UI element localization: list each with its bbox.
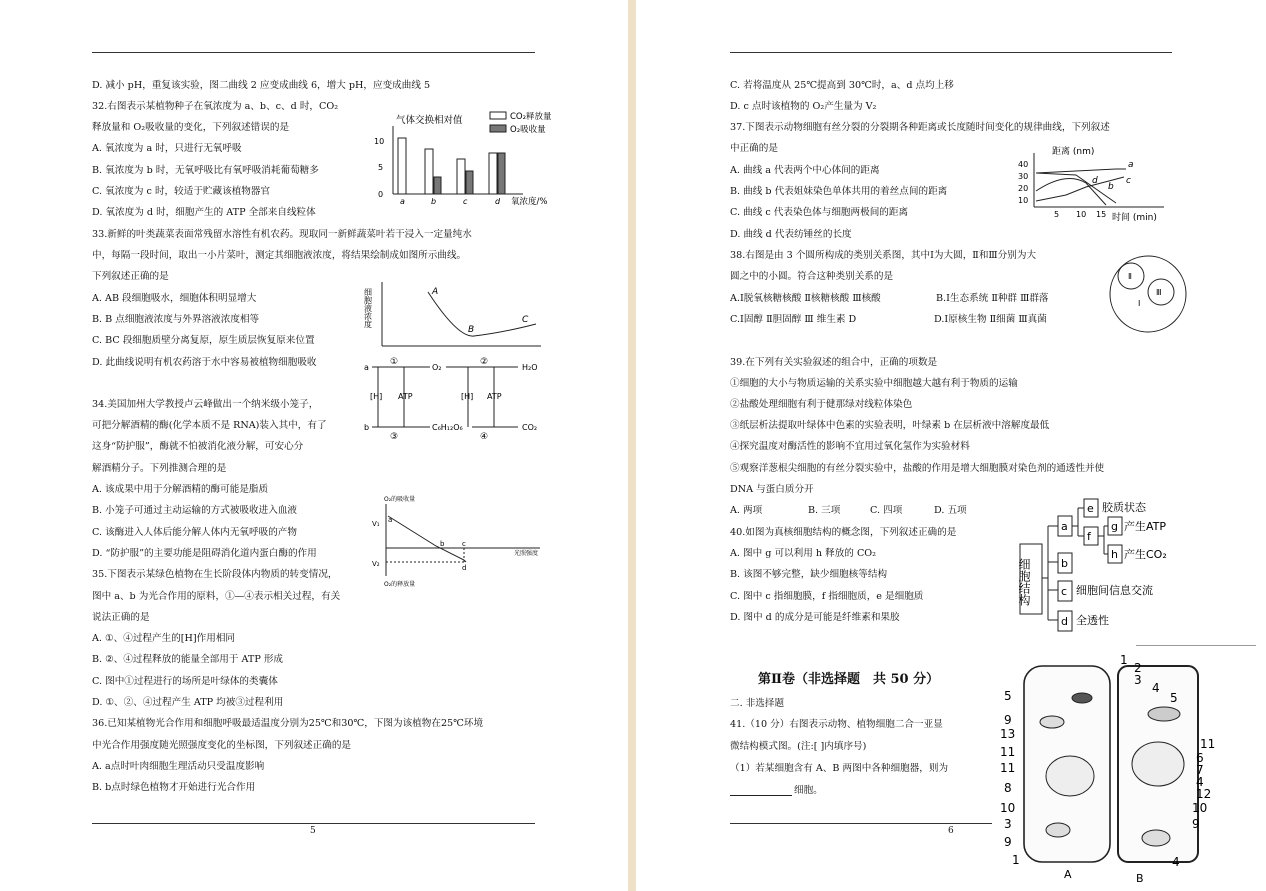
separator-rule bbox=[1136, 645, 1256, 646]
text-line: 中光合作用强度随光照强度变化的坐标图，下列叙述正确的是 bbox=[92, 740, 352, 751]
statement-line: ①细胞的大小与物质运输的关系实验中细胞越大越有利于物质的运输 bbox=[730, 378, 1018, 389]
subsection-heading: 二. 非选择题 bbox=[730, 698, 785, 709]
circle-label: Ⅲ bbox=[1156, 288, 1162, 297]
question-34-stem: 34.美国加州大学教授卢云峰做出一个纳米级小笼子， bbox=[92, 399, 319, 410]
flow-label: CO₂ bbox=[522, 423, 538, 432]
question-37-stem: 37.下图表示动物细胞有丝分裂的分裂期各种距离或长度随时间变化的规律曲线，下列叙述 bbox=[730, 122, 1110, 133]
text-line: （1）若某细胞含有 A、B 两图中各种细胞器，则为 bbox=[730, 763, 949, 774]
category-label: a bbox=[400, 197, 405, 206]
tick-label: 5 bbox=[1054, 210, 1060, 219]
mark-label: a bbox=[388, 516, 393, 524]
concept-label: 胶质状态 bbox=[1102, 501, 1146, 514]
part-number: 5 bbox=[1004, 689, 1012, 703]
concept-label: 全透性 bbox=[1076, 614, 1109, 627]
option-a: A. 该成果中用于分解酒精的酶可能是脂质 bbox=[92, 484, 269, 495]
option-c: C. BC 段细胞质壁分离复原，原生质层恢复原来位置 bbox=[92, 335, 315, 346]
option-a: A. 两项 bbox=[730, 505, 763, 516]
curve-label: c bbox=[1126, 176, 1131, 186]
flow-label: ATP bbox=[487, 392, 502, 401]
circle-label: Ⅰ bbox=[1138, 299, 1141, 308]
footer-rule bbox=[92, 823, 535, 824]
part-number: 10 bbox=[1192, 801, 1208, 815]
option-a: A. AB 段细胞吸水，细胞体积明显增大 bbox=[92, 293, 257, 304]
option-d: D. “防护服”的主要功能是阻碍消化道内蛋白酶的作用 bbox=[92, 548, 317, 559]
option-d: D. 氧浓度为 d 时，细胞产生的 ATP 全部来自线粒体 bbox=[92, 207, 316, 218]
page-gutter bbox=[628, 0, 636, 891]
option-d: D. 曲线 d 代表纺锤丝的长度 bbox=[730, 229, 852, 240]
node-label: h bbox=[1111, 548, 1118, 561]
option-b: B. 该图不够完整，缺少细胞核等结构 bbox=[730, 569, 888, 580]
cell-structure-figure bbox=[996, 652, 1216, 888]
option-c: C. 氧浓度为 c 时，较适于贮藏该植物器官 bbox=[92, 186, 271, 197]
text-line: 释放量和 O₂吸收量的变化，下列叙述错误的是 bbox=[92, 122, 290, 133]
point-label: C bbox=[522, 315, 529, 325]
category-label: c bbox=[463, 197, 468, 206]
question-36-stem: 36.已知某植物光合作用和细胞呼吸最适温度分别为25℃和30℃，下图为该植物在25℃环境 bbox=[92, 718, 484, 729]
point-label: B bbox=[468, 325, 475, 335]
part-number: 4 bbox=[1196, 775, 1204, 789]
option-c: C. 曲线 c 代表染色体与细胞两极间的距离 bbox=[730, 207, 909, 218]
part-number: 11 bbox=[1000, 761, 1016, 775]
bar-co2-a bbox=[398, 138, 406, 194]
question-33-stem: 33.新鲜的叶类蔬菜表面常残留水溶性有机农药。现取同一新鲜蔬菜叶若干浸入一定量纯水 bbox=[92, 229, 472, 240]
text-line: 中正确的是 bbox=[730, 143, 778, 154]
option-c: C.Ⅰ固醇 Ⅱ胆固醇 Ⅲ 维生素 D bbox=[730, 314, 857, 325]
text-line: 微结构模式图。(注:[ ]内填序号) bbox=[730, 741, 867, 752]
option-d: D. 此曲线说明有机农药溶于水中容易被植物细胞吸收 bbox=[92, 357, 317, 368]
chart-ylabel: O₂的吸收量 bbox=[384, 496, 416, 503]
option-a: A. 图中 g 可以利用 h 释放的 CO₂ bbox=[730, 548, 876, 559]
category-label: b bbox=[431, 197, 437, 206]
flow-label: b bbox=[364, 423, 370, 432]
bar-co2-d bbox=[489, 153, 497, 194]
option-a: A. a点时叶肉细胞生理活动只受温度影响 bbox=[92, 761, 265, 772]
text-line: 这身“防护服”，酶就不怕被消化液分解，可安心分 bbox=[92, 441, 304, 452]
statement-line: ④探究温度对酶活性的影响不宜用过氧化氢作为实验材料 bbox=[730, 441, 970, 452]
part-number: 3 bbox=[1004, 817, 1012, 831]
option-c: C. 若将温度从 25℃提高到 30℃时，a、d 点均上移 bbox=[730, 80, 954, 91]
part-number: 2 bbox=[1134, 661, 1142, 675]
distance-time-chart bbox=[1016, 143, 1166, 225]
part-number: 1 bbox=[1120, 653, 1128, 667]
option-b: B. ②、④过程释放的能量全部用于 ATP 形成 bbox=[92, 654, 284, 665]
flow-label: ATP bbox=[398, 392, 413, 401]
option-b: B.Ⅰ生态系统 Ⅱ种群 Ⅲ群落 bbox=[936, 293, 1049, 304]
part-number: 10 bbox=[1000, 801, 1016, 815]
part-number: 9 bbox=[1192, 817, 1200, 831]
tick-label: 10 bbox=[374, 137, 385, 146]
category-circles bbox=[1108, 254, 1188, 334]
root-label: 细胞结构 bbox=[1017, 558, 1031, 606]
flow-label: a bbox=[364, 363, 369, 372]
chart-xlabel: 光照强度 bbox=[514, 550, 539, 557]
statement-line: ⑤观察洋葱根尖细胞的有丝分裂实验中，盐酸的作用是增大细胞膜对染色剂的通透性并使 bbox=[730, 463, 1105, 474]
concept-label: 细胞间信息交流 bbox=[1076, 584, 1153, 597]
chart-ylabel: O₂的释放量 bbox=[384, 581, 416, 588]
light-intensity-chart bbox=[366, 492, 546, 594]
option-b: B. B 点细胞液浓度与外界溶液浓度相等 bbox=[92, 314, 260, 325]
curve-label: a bbox=[1128, 160, 1134, 170]
header-rule bbox=[92, 52, 535, 53]
chart-ylabel: 气体交换相对值 bbox=[396, 115, 463, 126]
tick-label: 5 bbox=[378, 163, 384, 172]
option-c: C. 该酶进入人体后能分解人体内无氧呼吸的产物 bbox=[92, 527, 297, 538]
node-label: a bbox=[1061, 520, 1068, 533]
tick-label: 0 bbox=[378, 190, 384, 199]
text-line: 中，每隔一段时间，取出一小片菜叶，测定其细胞液浓度，将结果绘制成如图所示曲线。 bbox=[92, 250, 467, 261]
part-number: 4 bbox=[1172, 855, 1180, 869]
bar-o2-d bbox=[498, 153, 505, 194]
flow-label: ④ bbox=[480, 432, 489, 442]
option-d: D. ①、②、④过程产生 ATP 均被③过程利用 bbox=[92, 697, 284, 708]
part-number: 1 bbox=[1012, 853, 1020, 867]
page-left bbox=[0, 0, 628, 891]
figure-caption: A bbox=[1064, 868, 1072, 881]
text-line: 图中 a、b 为光合作用的原料，①—④表示相关过程，有关 bbox=[92, 591, 341, 602]
question-40-stem: 40.如图为真核细胞结构的概念图，下列叙述正确的是 bbox=[730, 527, 957, 538]
node-label: f bbox=[1087, 530, 1091, 543]
mark-label: V₂ bbox=[372, 560, 380, 568]
text-line: 可把分解酒精的酶(化学本质不是 RNA)装入其中，有了 bbox=[92, 420, 327, 431]
legend-label: O₂吸收量 bbox=[510, 125, 546, 135]
option-b: B. 氧浓度为 b 时，无氧呼吸比有氧呼吸消耗葡萄糖多 bbox=[92, 165, 319, 176]
mark-label: c bbox=[462, 540, 466, 548]
node-label: c bbox=[1061, 585, 1068, 598]
option-a: A. 曲线 a 代表两个中心体间的距离 bbox=[730, 165, 880, 176]
bar-co2-b bbox=[425, 149, 433, 194]
category-label: d bbox=[495, 197, 501, 206]
text-line: D. 减小 pH，重复该实验，图二曲线 2 应变成曲线 6，增大 pH，应变成曲线 5 bbox=[92, 80, 431, 91]
tick-label: 10 bbox=[1018, 196, 1029, 205]
legend-swatch bbox=[490, 112, 506, 119]
tick-label: 20 bbox=[1018, 184, 1029, 193]
legend-label: CO₂释放量 bbox=[510, 112, 552, 122]
mark-label: d bbox=[462, 564, 467, 572]
part-number: 3 bbox=[1134, 673, 1142, 687]
text-line: 圆之中的小圆。符合这种类别关系的是 bbox=[730, 271, 894, 282]
node-label: g bbox=[1111, 520, 1118, 533]
curve-label: d bbox=[1092, 176, 1098, 186]
chart-ylabel: 距离 (nm) bbox=[1052, 147, 1095, 157]
text-line: 下列叙述正确的是 bbox=[92, 271, 169, 282]
metabolism-flow-diagram bbox=[362, 355, 552, 442]
option-c: C. 图中①过程进行的场所是叶绿体的类囊体 bbox=[92, 676, 278, 687]
flow-label: [H] bbox=[370, 392, 383, 401]
chart-xlabel: 时间 (min) bbox=[1112, 213, 1157, 223]
option-a: A. ①、④过程产生的[H]作用相同 bbox=[92, 633, 236, 644]
text-line: DNA 与蛋白质分开 bbox=[730, 484, 814, 495]
node-label: e bbox=[1087, 502, 1094, 515]
tick-label: 10 bbox=[1076, 210, 1087, 219]
answer-blank[interactable] bbox=[730, 795, 792, 796]
figure-caption: B bbox=[1136, 872, 1144, 885]
part-number: 5 bbox=[1170, 691, 1178, 705]
text-line: 解酒精分子。下列推测合理的是 bbox=[92, 463, 227, 474]
concept-label: 产生ATP bbox=[1124, 520, 1167, 533]
statement-line: ②盐酸处理细胞有利于健那绿对线粒体染色 bbox=[730, 399, 913, 410]
oxygen-bar-chart bbox=[368, 108, 568, 208]
question-41-stem: 41.（10 分）右图表示动物、植物细胞二合一亚显 bbox=[730, 719, 943, 730]
header-rule bbox=[730, 52, 1172, 53]
flow-label: ③ bbox=[390, 432, 399, 442]
point-label: A bbox=[432, 287, 439, 297]
circle-label: Ⅱ bbox=[1128, 272, 1132, 281]
part-number: 6 bbox=[1196, 751, 1204, 765]
option-c: C. 四项 bbox=[870, 505, 903, 516]
mark-label: V₁ bbox=[372, 520, 380, 528]
option-d: D. 图中 d 的成分是可能是纤维素和果胶 bbox=[730, 612, 900, 623]
page-number: 6 bbox=[948, 826, 954, 836]
curve-label: b bbox=[1108, 182, 1114, 192]
part-number: 11 bbox=[1000, 745, 1016, 759]
part-number: 11 bbox=[1200, 737, 1216, 751]
flow-label: ① bbox=[390, 357, 399, 367]
question-35-stem: 35.下图表示某绿色植物在生长阶段体内物质的转变情况， bbox=[92, 569, 338, 580]
page-right bbox=[636, 0, 1266, 891]
tick-label: 30 bbox=[1018, 172, 1029, 181]
flow-label: H₂O bbox=[522, 363, 538, 372]
flow-label: C₆H₁₂O₆ bbox=[432, 423, 463, 432]
option-d: D. 五项 bbox=[934, 505, 967, 516]
chart-xlabel: 氧浓度/% bbox=[511, 197, 548, 207]
flow-label: O₂ bbox=[432, 363, 442, 372]
part-number: 12 bbox=[1196, 787, 1212, 801]
part-number: 8 bbox=[1004, 781, 1012, 795]
page-number: 5 bbox=[310, 826, 316, 836]
section-heading: 第Ⅱ卷（非选择题 共 50 分） bbox=[758, 672, 940, 687]
cell-sap-curve bbox=[363, 278, 546, 348]
part-number: 9 bbox=[1004, 835, 1012, 849]
option-a: A. 氧浓度为 a 时，只进行无氧呼吸 bbox=[92, 143, 242, 154]
option-d: D. c 点时该植物的 O₂产生量为 V₂ bbox=[730, 101, 877, 112]
footer-rule bbox=[730, 823, 992, 824]
chart-ylabel: 细胞液浓度 bbox=[363, 288, 373, 328]
question-32-stem: 32.右图表示某植物种子在氧浓度为 a、b、c、d 时，CO₂ bbox=[92, 101, 339, 112]
node-label: b bbox=[1061, 557, 1068, 570]
bar-o2-c bbox=[466, 171, 473, 194]
text-line: 细胞。 bbox=[794, 785, 823, 796]
option-b: B. 曲线 b 代表姐妹染色单体共用的着丝点间的距离 bbox=[730, 186, 948, 197]
part-number: 4 bbox=[1152, 681, 1160, 695]
statement-line: ③纸层析法提取叶绿体中色素的实验表明，叶绿素 b 在层析液中溶解度最低 bbox=[730, 420, 1050, 431]
option-c: C. 图中 c 指细胞膜，f 指细胞质，e 是细胞质 bbox=[730, 591, 924, 602]
concept-label: 产生CO₂ bbox=[1124, 548, 1167, 561]
legend-swatch bbox=[490, 125, 506, 132]
question-39-stem: 39.在下列有关实验叙述的组合中，正确的项数是 bbox=[730, 357, 938, 368]
tick-label: 40 bbox=[1018, 160, 1029, 169]
flow-label: ② bbox=[480, 357, 489, 367]
bar-co2-c bbox=[457, 159, 465, 194]
flow-label: [H] bbox=[461, 392, 474, 401]
bar-o2-b bbox=[434, 177, 441, 194]
node-label: d bbox=[1061, 615, 1068, 628]
mark-label: b bbox=[440, 540, 445, 548]
option-b: B. 小笼子可通过主动运输的方式被吸收进入血液 bbox=[92, 505, 298, 516]
part-number: 9 bbox=[1004, 713, 1012, 727]
text-line: 说法正确的是 bbox=[92, 612, 150, 623]
option-b: B. b点时绿色植物才开始进行光合作用 bbox=[92, 782, 256, 793]
question-38-stem: 38.右图是由 3 个圆所构成的类别关系图，其中Ⅰ为大圆，Ⅱ和Ⅲ分别为大 bbox=[730, 250, 1037, 261]
part-number: 13 bbox=[1000, 727, 1016, 741]
part-number: 7 bbox=[1196, 763, 1204, 777]
option-a: A.Ⅰ脱氧核糖核酸 Ⅱ核糖核酸 Ⅲ核酸 bbox=[730, 293, 881, 304]
tick-label: 15 bbox=[1096, 210, 1107, 219]
cell-concept-map bbox=[1018, 496, 1178, 636]
option-d: D.Ⅰ原核生物 Ⅱ细菌 Ⅲ真菌 bbox=[934, 314, 1047, 325]
option-b: B. 三项 bbox=[808, 505, 841, 516]
